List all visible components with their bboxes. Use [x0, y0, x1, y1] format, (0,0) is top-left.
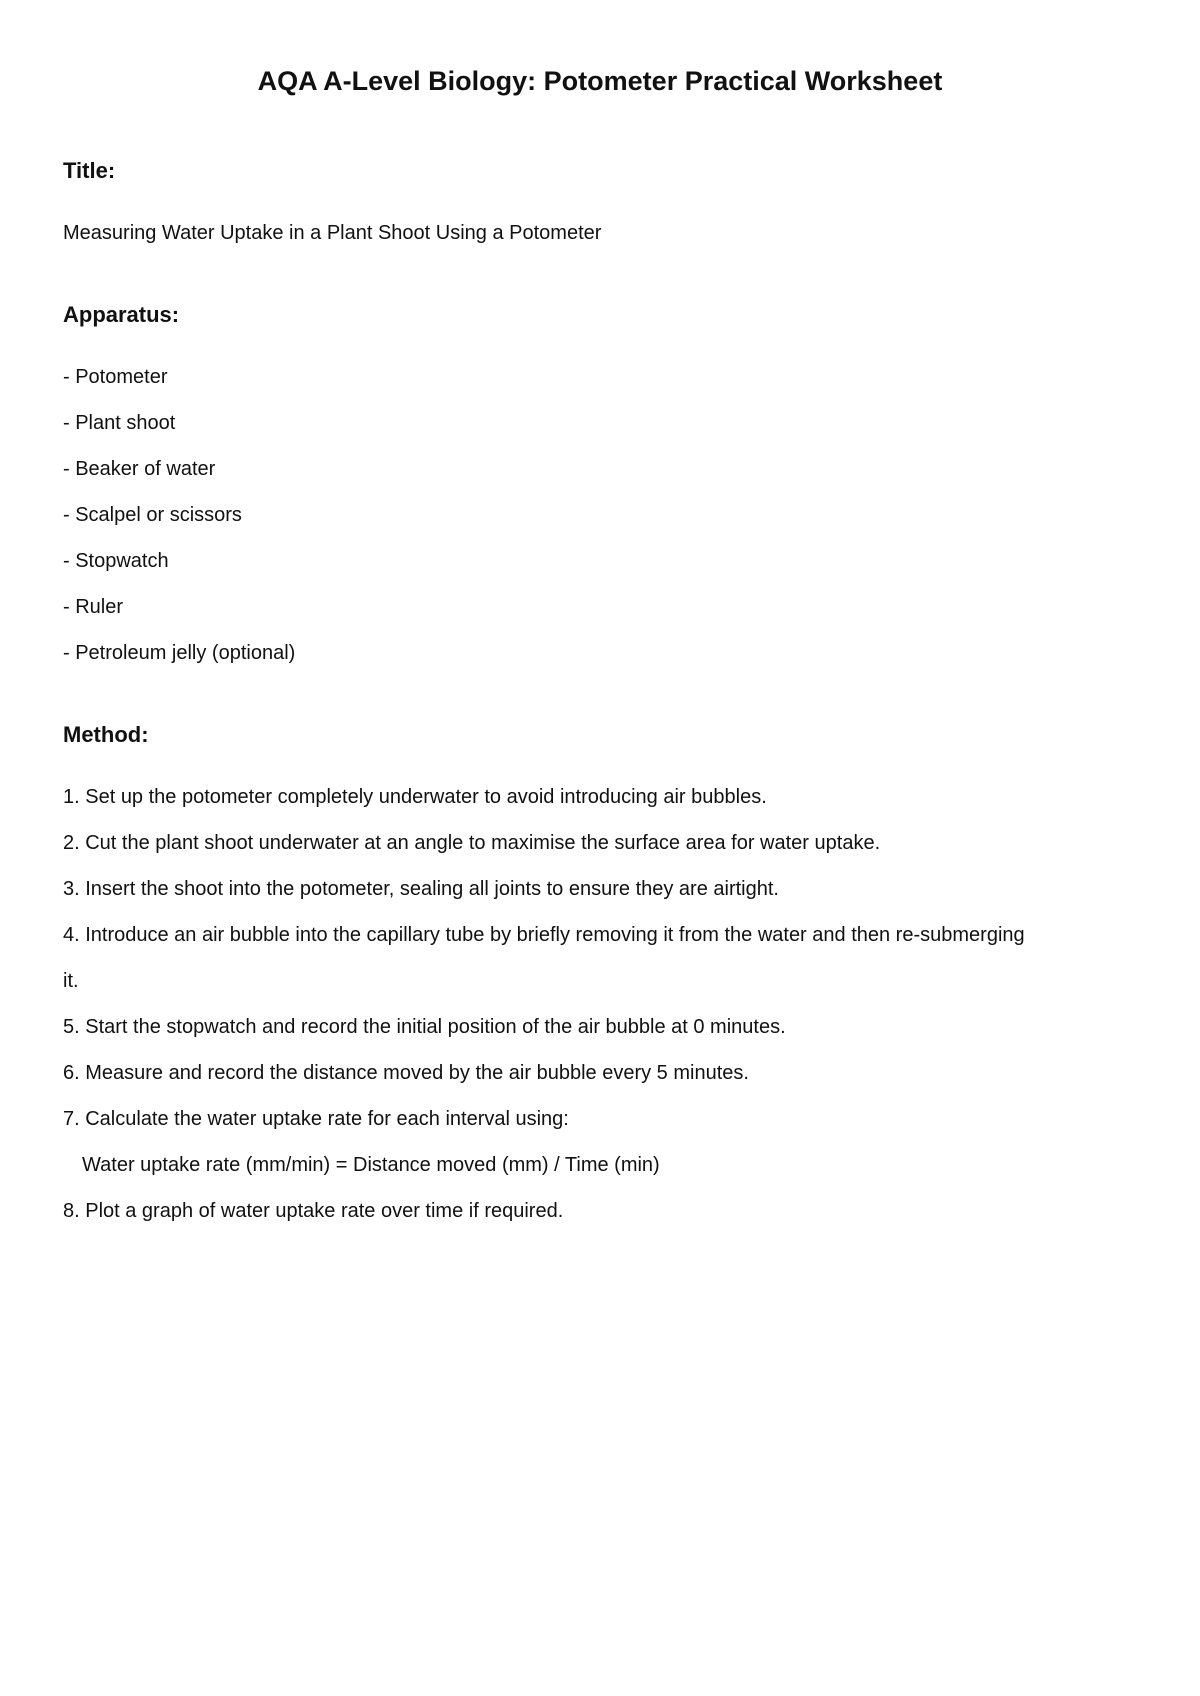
apparatus-item-plant-shoot: - Plant shoot — [63, 412, 176, 434]
method-step-3: 3. Insert the shoot into the potometer, sealing all joints to ensure they are airtight. — [63, 878, 779, 900]
method-step-8: 8. Plot a graph of water uptake rate over time if required. — [63, 1200, 564, 1222]
apparatus-item-stopwatch: - Stopwatch — [63, 550, 169, 572]
apparatus-heading: Apparatus: — [63, 302, 180, 327]
method-step-2: 2. Cut the plant shoot underwater at an angle to maximise the surface area for water uptake. — [63, 832, 881, 854]
apparatus-item-petroleum-jelly: - Petroleum jelly (optional) — [63, 642, 296, 664]
document-title: AQA A-Level Biology: Potometer Practical Worksheet — [257, 66, 943, 96]
apparatus-item-ruler: - Ruler — [63, 596, 124, 618]
apparatus-item-beaker: - Beaker of water — [63, 458, 216, 480]
title-heading: Title: — [63, 158, 116, 183]
method-step-7: 7. Calculate the water uptake rate for each interval using: — [63, 1108, 569, 1130]
method-step-4-continued: it. — [63, 970, 79, 992]
method-formula: Water uptake rate (mm/min) = Distance moved (mm) / Time (min) — [82, 1154, 660, 1176]
method-step-1: 1. Set up the potometer completely underwater to avoid introducing air bubbles. — [63, 786, 767, 808]
apparatus-item-potometer: - Potometer — [63, 366, 168, 388]
method-step-4: 4. Introduce an air bubble into the capillary tube by briefly removing it from the water and then re-submerging — [63, 924, 1025, 946]
method-heading: Method: — [63, 722, 149, 747]
method-step-5: 5. Start the stopwatch and record the initial position of the air bubble at 0 minutes. — [63, 1016, 786, 1038]
apparatus-item-scalpel: - Scalpel or scissors — [63, 504, 242, 526]
title-text: Measuring Water Uptake in a Plant Shoot Using a Potometer — [63, 222, 602, 244]
method-step-6: 6. Measure and record the distance moved by the air bubble every 5 minutes. — [63, 1062, 749, 1084]
